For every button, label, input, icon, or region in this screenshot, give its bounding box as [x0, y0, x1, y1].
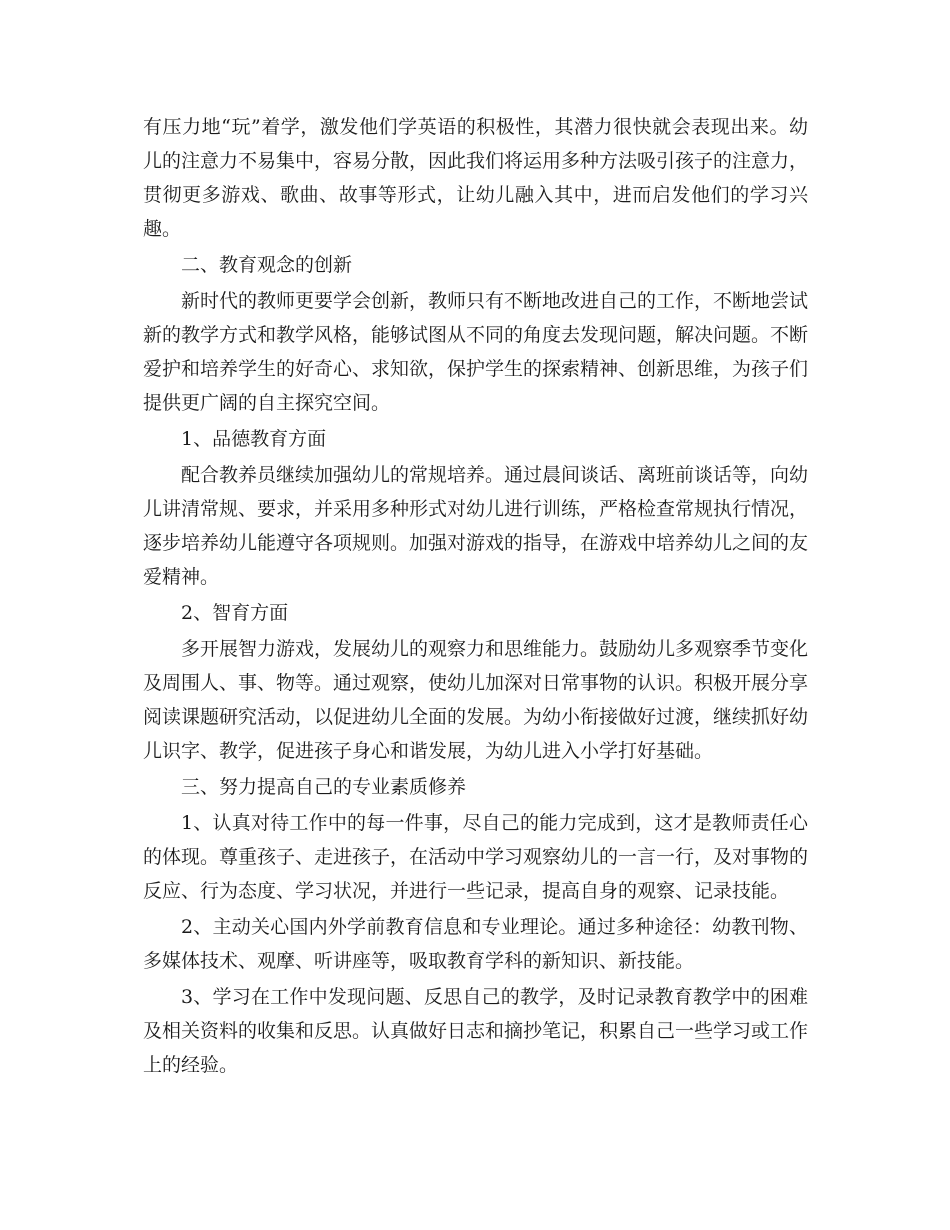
paragraph: 1、认真对待工作中的每一件事，尽自己的能力完成到，这才是教师责任心的体现。尊重孩子、走进孩子，在活动中学习观察幼儿的一言一行，及对事物的反应、行为态度、学习状况，并进行一些记录，提高自身的观察、记录技能。	[143, 812, 809, 902]
section-heading-2: 二、教育观念的创新	[181, 254, 353, 276]
document-body	[143, 110, 808, 1084]
subsection-heading-moral: 1、品德教育方面	[181, 428, 327, 450]
section-heading-3: 三、努力提高自己的专业素质修养	[181, 776, 467, 798]
paragraph-continued: 有压力地“玩”着学，激发他们学英语的积极性，其潜力很快就会表现出来。幼儿的注意力不易集中，容易分散，因此我们将运用多种方法吸引孩子的注意力，贯彻更多游戏、歌曲、故事等形式，让幼儿融入其中，进而启发他们的学习兴趣。	[143, 116, 809, 240]
paragraph: 3、学习在工作中发现问题、反思自己的教学，及时记录教育教学中的困难及相关资料的收集和反思。认真做好日志和摘抄笔记，积累自己一些学习或工作上的经验。	[143, 986, 809, 1076]
paragraph: 配合教养员继续加强幼儿的常规培养。通过晨间谈话、离班前谈话等，向幼儿讲清常规、要求，并采用多种形式对幼儿进行训练，严格检查常规执行情况，逐步培养幼儿能遵守各项规则。加强对游戏的指导，在游戏中培养幼儿之间的友爱精神。	[143, 464, 809, 588]
paragraph: 2、主动关心国内外学前教育信息和专业理论。通过多种途径：幼教刊物、多媒体技术、观摩、听讲座等，吸取教育学科的新知识、新技能。	[143, 916, 808, 972]
paragraph: 多开展智力游戏，发展幼儿的观察力和思维能力。鼓励幼儿多观察季节变化及周围人、事、物等。通过观察，使幼儿加深对日常事物的认识。积极开展分享阅读课题研究活动，以促进幼儿全面的发展。为幼小衔接做好过渡，继续抓好幼儿识字、教学，促进孩子身心和谐发展，为幼儿进入小学打好基础。	[143, 638, 809, 762]
paragraph: 新时代的教师更要学会创新，教师只有不断地改进自己的工作，不断地尝试新的教学方式和教学风格，能够试图从不同的角度去发现问题，解决问题。不断爱护和培养学生的好奇心、求知欲，保护学生的探索精神、创新思维，为孩子们提供更广阔的自主探究空间。	[143, 290, 809, 414]
subsection-heading-intellectual: 2、智育方面	[181, 602, 289, 624]
